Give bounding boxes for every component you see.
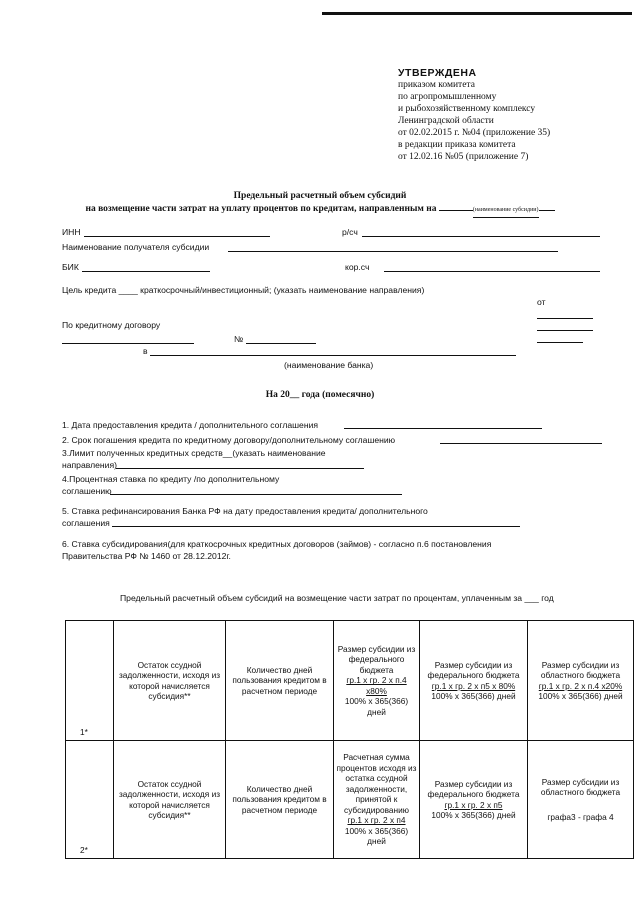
cell-formula: гр.1 х гр. 2 х п.4 х20% bbox=[538, 680, 623, 691]
approval-line: Ленинградской области bbox=[398, 116, 494, 126]
item-3-label-2: направления) bbox=[62, 460, 117, 470]
item-3-field[interactable] bbox=[116, 468, 364, 469]
cell-denominator: 100% х 365(366) дней bbox=[431, 810, 516, 820]
credit-purpose-label: Цель кредита ____ краткосрочный/инвестиционный; (указать наименование направления) bbox=[62, 285, 425, 295]
cell-denominator: 100% х 365(366) дней bbox=[431, 691, 516, 701]
loan-balance-cell: Остаток ссудной задолженности, исходя из которой начисляется субсидия** bbox=[114, 741, 226, 859]
cell-formula: графа3 - графа 4 bbox=[547, 811, 614, 822]
table-row bbox=[66, 621, 634, 741]
credit-contract-label: По кредитному договору bbox=[62, 320, 161, 330]
item-5-label: 5. Ставка рефинансирования Банка РФ на дату предоставления кредита/ дополнительного bbox=[62, 506, 428, 516]
bik-label: БИК bbox=[62, 262, 79, 272]
heading-line-1: Предельный расчетный объем субсидий bbox=[233, 191, 407, 201]
table-caption: Предельный расчетный объем субсидий на возмещение части затрат по процентам, уплаченным за ___ год bbox=[120, 593, 554, 603]
from-field-3[interactable] bbox=[537, 342, 583, 343]
approval-line: в редакции приказа комитета bbox=[398, 140, 516, 150]
row-number: 1* bbox=[66, 621, 114, 741]
regional-subsidy-cell bbox=[528, 621, 634, 741]
from-field-1[interactable] bbox=[537, 318, 593, 319]
cell-formula: гр.1 х гр. 2 х п5 bbox=[444, 799, 503, 810]
subsidy-name-note: (наименование субсидии) bbox=[473, 204, 539, 218]
bank-name-note: (наименование банка) bbox=[284, 360, 374, 370]
cell-title: Расчетная сумма процентов исходя из остатка ссудной задолженности, принятой к субсидированию bbox=[336, 752, 417, 815]
table-row bbox=[66, 741, 634, 859]
interest-amount-cell bbox=[334, 741, 420, 859]
approval-block bbox=[398, 67, 598, 163]
federal-subsidy-cell bbox=[420, 741, 528, 859]
period-title: На 20__ года (помесячно) bbox=[265, 390, 375, 400]
bank-name-field[interactable] bbox=[150, 355, 516, 356]
item-4-label-2: соглашению bbox=[62, 486, 112, 496]
top-rule bbox=[322, 12, 632, 15]
recipient-label: Наименование получателя субсидии bbox=[62, 242, 210, 252]
federal-subsidy-cell bbox=[334, 621, 420, 741]
approval-line: от 12.02.16 №05 (приложение 7) bbox=[398, 152, 529, 162]
inn-field[interactable] bbox=[84, 236, 270, 237]
days-cell: Количество дней пользования кредитом в расчетном периоде bbox=[226, 741, 334, 859]
heading-line-2-text: на возмещение части затрат на уплату процентов по кредитам, направленным на bbox=[85, 204, 437, 214]
cell-title: Размер субсидии из федерального бюджета bbox=[427, 778, 520, 799]
row-number: 2* bbox=[66, 741, 114, 859]
federal-subsidy-cell bbox=[420, 621, 528, 741]
cell-title: Размер субсидии из федерального бюджета bbox=[427, 659, 520, 680]
cell-denominator: 100% х 365(366) дней bbox=[344, 825, 409, 847]
item-2-label: 2. Срок погашения кредита по кредитному договору/дополнительному соглашению bbox=[62, 435, 396, 445]
cell-title: Размер субсидии из областного бюджета bbox=[540, 659, 621, 680]
item-2-field[interactable] bbox=[440, 443, 602, 444]
bik-field[interactable] bbox=[82, 271, 210, 272]
bank-in-label: в bbox=[143, 346, 148, 356]
subsidy-name-blank bbox=[439, 210, 473, 211]
account-label: р/сч bbox=[342, 227, 358, 237]
cell-formula: гр.1 х гр. 2 х п5 х 80% bbox=[431, 680, 516, 691]
item-4-label: 4.Процентная ставка по кредиту /по дополнительному bbox=[62, 474, 280, 484]
item-3-label: 3.Лимит полученных кредитных средств__(указать наименование bbox=[62, 448, 326, 458]
inn-label: ИНН bbox=[62, 227, 81, 237]
corr-account-label: кор.сч bbox=[345, 262, 370, 272]
item-1-label: 1. Дата предоставления кредита / дополнительного соглашения bbox=[62, 420, 319, 430]
item-6-label-2: Правительства РФ № 1460 от 28.12.2012г. bbox=[62, 551, 231, 561]
approval-line: приказом комитета bbox=[398, 80, 475, 90]
from-field-2[interactable] bbox=[537, 330, 593, 331]
cell-denominator: 100% х 365(366) дней bbox=[344, 696, 409, 717]
account-field[interactable] bbox=[362, 236, 600, 237]
approval-title: УТВЕРЖДЕНА bbox=[398, 67, 477, 79]
item-5-field[interactable] bbox=[112, 526, 520, 527]
loan-balance-cell: Остаток ссудной задолженности, исходя из которой начисляется субсидия** bbox=[114, 621, 226, 741]
regional-subsidy-cell bbox=[528, 741, 634, 859]
item-6-label: 6. Ставка субсидирования(для краткосрочных кредитных договоров (займов) - согласно п.6 постановления bbox=[62, 539, 492, 549]
cell-denominator: 100% х 365(366) дней bbox=[538, 691, 623, 701]
heading-line-2 bbox=[40, 203, 600, 218]
credit-contract-field[interactable] bbox=[62, 343, 194, 344]
corr-account-field[interactable] bbox=[384, 271, 600, 272]
item-1-field[interactable] bbox=[344, 428, 542, 429]
cell-title: Размер субсидии из областного бюджета bbox=[540, 776, 621, 798]
contract-number-field[interactable] bbox=[246, 343, 316, 344]
number-sign: № bbox=[234, 334, 244, 344]
approval-line: от 02.02.2015 г. №04 (приложение 35) bbox=[398, 128, 551, 138]
document-heading bbox=[40, 190, 600, 218]
approval-line: и рыбохозяйственному комплексу bbox=[398, 104, 536, 114]
from-label: от bbox=[537, 297, 546, 307]
cell-formula: гр.1 х гр. 2 х п.4 х80% bbox=[346, 675, 407, 696]
item-5-label-2: соглашения bbox=[62, 518, 110, 528]
recipient-field[interactable] bbox=[228, 251, 558, 252]
subsidy-table bbox=[65, 620, 634, 859]
approval-line: по агропромышленному bbox=[398, 92, 497, 102]
cell-formula: гр.1 х гр. 2 х п4 bbox=[347, 815, 406, 826]
cell-title: Размер субсидии из федерального бюджета bbox=[337, 643, 416, 675]
item-4-field[interactable] bbox=[110, 494, 402, 495]
days-cell: Количество дней пользования кредитом в расчетном периоде bbox=[226, 621, 334, 741]
subsidy-name-blank-end bbox=[539, 210, 555, 211]
